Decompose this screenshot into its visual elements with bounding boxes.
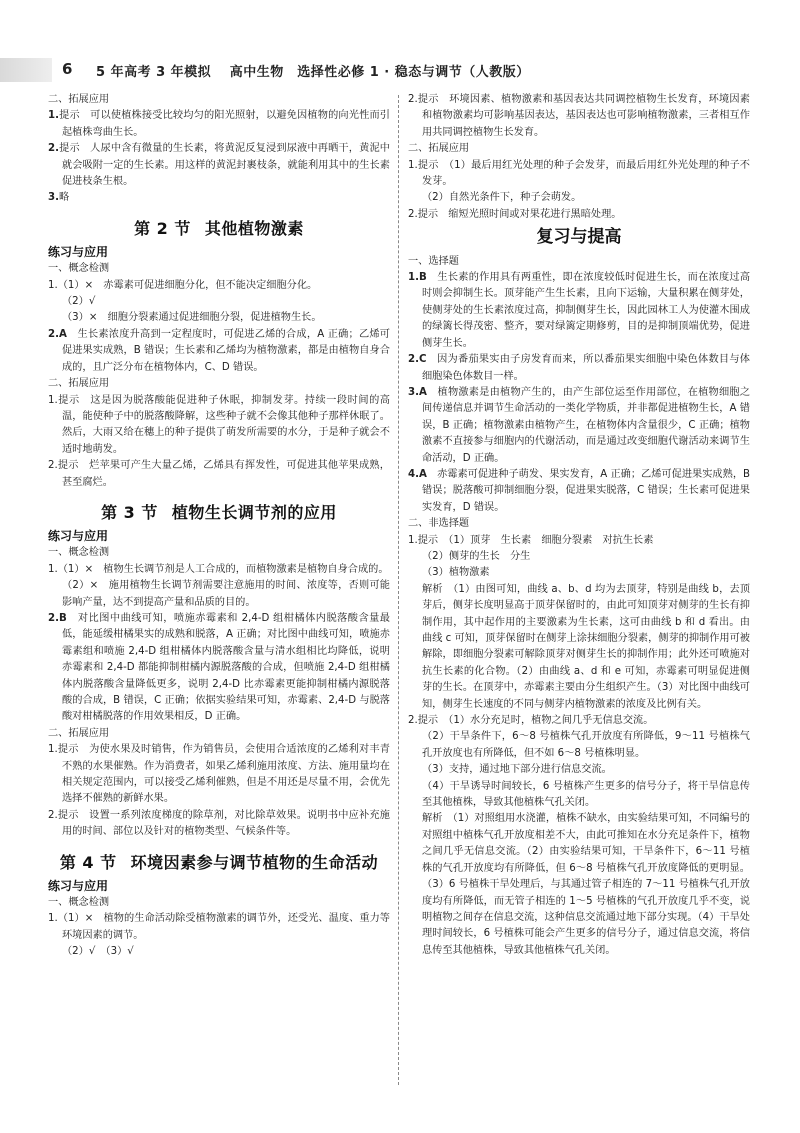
answer-item: [408, 467, 750, 516]
item-text: 提示 人尿中含有微量的生长素，将黄泥反复浸到尿液中再晒干，黄泥中就会吸附一定的生长素。用这样的黄泥封裹枝条，就能利用其中的生长素促进枝条生根。: [58, 143, 390, 188]
answer-item: 1.提示 为使水果及时销售，作为销售员，会使用合适浓度的乙烯利对丰青不熟的水果催熟。作为消费者，如果乙烯利施用浓度、方法、施用量均在相关规定范围内，可以接受乙烯利催熟，但是不用还是尽量不用，会优先选择不催熟的新鲜水果。: [48, 744, 390, 805]
practice-title: 练习与应用: [48, 879, 109, 894]
answer-item: 1.提示 （1）最后用红光处理的种子会发芽，而最后用红外光处理的种子不发芽。: [408, 159, 750, 188]
item-number: 1.: [48, 110, 59, 122]
section-label: 第 4 节: [59, 852, 117, 872]
section-label: 第 3 节: [101, 502, 158, 522]
item-text: 对比图中曲线可知，喷施赤霉素和 2,4-D 组柑橘体内脱落酸含量最低，能延缓柑橘果实的成熟和脱落，A 正确；对比图中曲线可知，喷施赤霉素组和喷施 2,4-D 组柑橘体内脱落酸含量与清水组相比均降低，说明赤霉素和 2,4-D 都能抑制柑橘内源脱落酸的合成，但喷施 2,4-D 组柑橘体内脱落酸含量降低更多，说明 2,4-D 比赤霉素更能抑制柑橘内源脱落酸的合成，B 错误，C 正确；依据实验结果可知，赤霉素、2,4-D 与脱落酸对柑橘脱落的作用效果相反，D 正确。: [62, 612, 390, 723]
right-column: [408, 92, 750, 959]
practice-title: 练习与应用: [48, 529, 109, 544]
header-title: 5 年高考 3 年模拟 高中生物 选择性必修 1 · 稳态与调节（人教版）: [96, 65, 530, 80]
section-title-2: [48, 218, 390, 238]
left-column: [48, 92, 390, 961]
answer-item: 2.提示 环境因素、植物激素和基因表达共同调控植物生长发育，环境因素和植物激素均可影响基因表达，基因表达也可影响植物激素，三者相互作用共同调控植物生长发育。: [408, 94, 750, 138]
analysis-text: 解析 （1）对照组用水浇灌，植株不缺水，由实验结果可知，不同编号的对照组中植株气孔开放度相差不大，由此可推知在水分充足条件下，植物之间几乎无信息交流。（2）由实验结果可知，干旱条件下，6～11 号植株的气孔开放度均有所降低，但 6～8 号植株气孔开放度降低的更明显。（3）6 号植株干旱处理后，与其通过管子相连的 7～11 号植株气孔开放度均有所降低，而无管子相连的 1～5 号植株的气孔开放度几乎不变，说明植物之间存在信息交流，这种信息交流通过地下部分实现。（4）干旱处理时间较长，6 号植株可能会产生更多的信号分子，通过信息交流，将信息传至其他植株，导致其他植株气孔关闭。: [422, 813, 750, 956]
answer-item: 1.（1）× 植物的生命活动除受植物激素的调节外，还受光、温度、重力等环境因素的调节。: [48, 913, 390, 941]
answer-subitem: （4）干旱诱导时间较长，6 号植株产生更多的信号分子，将干旱信息传至其他植株，导致其他植株气孔关闭。: [422, 780, 750, 809]
answer-item: [48, 611, 390, 726]
practice-title: 练习与应用: [48, 245, 109, 260]
section-name: 环境因素参与调节植物的生命活动: [130, 852, 379, 872]
answer-subitem: （2）自然光条件下，种子会萌发。: [422, 192, 582, 204]
answer-item: [48, 108, 390, 141]
answer-item: 2.提示 （1）水分充足时，植物之间几乎无信息交流。: [408, 715, 654, 727]
answer-item: [48, 141, 390, 190]
item-text: 略: [58, 192, 70, 204]
answer-item: 2.提示 设置一系列浓度梯度的除草剂，对比除草效果。说明书中应补充施用的时间、部位以及针对的植物类型、气候条件等。: [48, 809, 390, 838]
item-text: 因为番茄果实由子房发育而来，所以番茄果实细胞中染色体数目与体细胞染色体数目一样。: [422, 354, 750, 382]
answer-subitem: （2）× 施用植物生长调节剂需要注意施用的时间、浓度等，否则可能影响产量，达不到提高产量和品质的目的。: [62, 580, 390, 608]
item-text: 植物激素是由植物产生的，由产生部位运至作用部位，在植物细胞之间传递信息并调节生命活动的一类化学物质，并非都促进植物生长，A 错误，B 正确；植物激素由植物产生，在植物体内含量很少，C 正确；植物激素不直接参与细胞内的代谢活动，而是通过改变细胞代谢活动来调节生命活动，D 正确。: [422, 386, 751, 464]
answer-item: [408, 385, 750, 467]
item-number: 2.C: [408, 354, 427, 366]
section-title-4: [48, 852, 390, 872]
column-divider: [398, 95, 399, 1085]
answer-subitem: （2）√: [62, 296, 96, 308]
extension-heading: 二、拓展应用: [48, 727, 110, 739]
header-band: [0, 58, 52, 82]
answer-subitem: （3）支持，通过地下部分进行信息交流。: [422, 764, 612, 776]
extension-heading: 二、拓展应用: [48, 378, 110, 390]
item-number: 2.A: [48, 328, 67, 340]
answer-item: [408, 352, 750, 385]
answer-subitem: （3）植物激素: [422, 567, 490, 579]
analysis-text: 解析 （1）由图可知，曲线 a、b、d 均为去顶芽，特别是曲线 b，去顶芽后，侧芽长度明显高于顶芽保留时的，由此可知顶芽对侧芽的生长有抑制作用，其中起作用的主要激素为生长素，这可由曲线 b 和 d 看出。由曲线 c 可知，顶芽保留时在侧芽上涂抹细胞分裂素，侧芽的抑制作用可被解除，即细胞分裂素可解除顶芽对侧芽生长的抑制作用；此外还可喷施对抗生长素的化合物。（2）由曲线 a、d 和 e 可知，赤霉素可明显促进侧芽的生长。在顶芽中，赤霉素主要由分生组织产生。（3）对比图中曲线可知，侧芽生长速度的不同与侧芽内植物激素的浓度及比例有关。: [422, 583, 750, 710]
section-name: 其他植物激素: [204, 218, 304, 238]
answer-subitem: （2）√ （3）√: [62, 946, 134, 958]
answer-item: [408, 270, 750, 352]
item-number: 2.B: [48, 612, 67, 624]
choice-heading: 一、选择题: [408, 255, 459, 267]
item-text: 赤霉素可促进种子萌发、果实发育，A 正确；乙烯可促进果实成熟，B 错误；脱落酸可抑制细胞分裂，促进果实脱落，C 错误；生长素可促进果实发育，D 错误。: [422, 468, 751, 513]
item-number: 3.: [48, 192, 59, 204]
answer-subitem: （2）侧芽的生长 分生: [422, 550, 531, 562]
answer-item: [48, 327, 390, 376]
concept-heading: 一、概念检测: [48, 547, 110, 559]
answer-item: 1.（1）× 赤霉素可促进细胞分化，但不能决定细胞分化。: [48, 279, 318, 291]
answer-item: 2.提示 烂苹果可产生大量乙烯，乙烯具有挥发性，可促进其他苹果成熟，甚至腐烂。: [48, 460, 390, 488]
item-number: 4.A: [408, 468, 427, 480]
answer-item: 2.提示 缩短光照时间或对果花进行黑暗处理。: [408, 208, 622, 220]
review-title: 复习与提高: [536, 227, 622, 248]
section-title-3: [48, 502, 390, 522]
concept-heading: 一、概念检测: [48, 263, 110, 275]
concept-heading: 一、概念检测: [48, 897, 110, 909]
page-header: [0, 58, 800, 82]
section-label: 第 2 节: [134, 218, 191, 238]
answer-subitem: （2）干旱条件下，6～8 号植株气孔开放度有所降低，9～11 号植株气孔开放度也有所降低，但不如 6～8 号植株明显。: [422, 731, 750, 759]
item-text: 提示 可以使植株接受比较均匀的阳光照射，以避免因植物的向光性而引起植株弯曲生长。: [58, 110, 390, 138]
section-name: 植物生长调节剂的应用: [171, 502, 337, 522]
answer-item: [48, 190, 390, 206]
item-number: 2.: [48, 143, 59, 155]
item-text: 生长素的作用具有两重性，即在浓度较低时促进生长，而在浓度过高时则会抑制生长。顶芽能产生生长素，且向下运输，大量积累在侧芽处，使侧芽处的生长素浓度过高，抑制侧芽生长，因此园林工人为使灌木围成的绿篱长得茂密、整齐，要对绿篱定期修剪，目的是抑制顶端优势，促进侧芽生长。: [422, 272, 751, 349]
item-number: 3.A: [408, 386, 427, 398]
page-number: 6: [62, 60, 73, 78]
section-heading: 二、拓展应用: [48, 94, 110, 105]
item-text: 生长素浓度升高到一定程度时，可促进乙烯的合成，A 正确；乙烯可促进果实成熟，B 错误；生长素和乙烯均为植物激素，都是由植物自身合成的，且广泛分布在植物体内，C、D 错误。: [62, 328, 390, 373]
extension-heading: 二、拓展应用: [408, 143, 470, 155]
answer-subitem: （3）× 细胞分裂素通过促进细胞分裂，促进植物生长。: [62, 312, 322, 324]
answer-item: 1.提示 这是因为脱落酸能促进种子休眠，抑制发芽。持续一段时间的高温，能使种子中的脱落酸降解，这些种子就不会像其他种子那样休眠了。然后，大雨又给在穗上的种子提供了萌发所需要的水分，于是种子就会不适时地萌发。: [48, 394, 390, 455]
item-number: 1.B: [408, 272, 427, 284]
answer-item: 1.（1）× 植物生长调节剂是人工合成的，而植物激素是植物自身合成的。: [48, 563, 389, 575]
answer-item: 1.提示 （1）顶芽 生长素 细胞分裂素 对抗生长素: [408, 534, 654, 546]
nonchoice-heading: 二、非选择题: [408, 518, 470, 530]
